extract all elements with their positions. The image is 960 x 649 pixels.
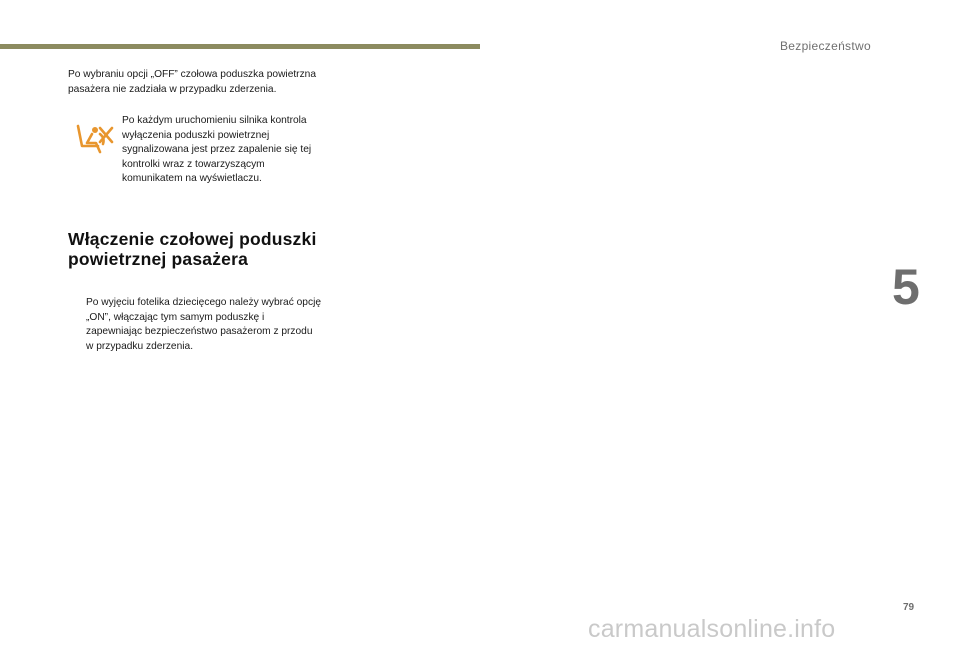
chapter-number: 5 xyxy=(892,259,920,315)
page-number: 79 xyxy=(903,602,915,613)
section-title: Bezpieczeństwo xyxy=(780,39,871,53)
airbag-off-warning-icon xyxy=(70,122,114,158)
step-text: Po wyjęciu fotelika dziecięcego należy wybrać opcję „ON”, włączając tym samym poduszkę i zapewniając bezpieczeństwo pasażerom z przodu w przypadku zderzenia. xyxy=(86,297,321,352)
intro-paragraph: Po wybraniu opcji „OFF” czołowa poduszka powietrzna pasażera nie zadziała w przypadku zderzenia. xyxy=(68,69,317,95)
indicator-description: Po każdym uruchomieniu silnika kontrola wyłączenia poduszki powietrznej sygnalizowana jest przez zapalenie się tej kontrolki wraz z towarzyszącym komunikatem na wyświetlaczu. xyxy=(122,115,312,184)
site-watermark: carmanualsonline.info xyxy=(588,615,836,643)
section-heading: Włączenie czołowej poduszki powietrznej pasażera xyxy=(68,229,317,269)
header-accent-bar xyxy=(0,44,480,49)
